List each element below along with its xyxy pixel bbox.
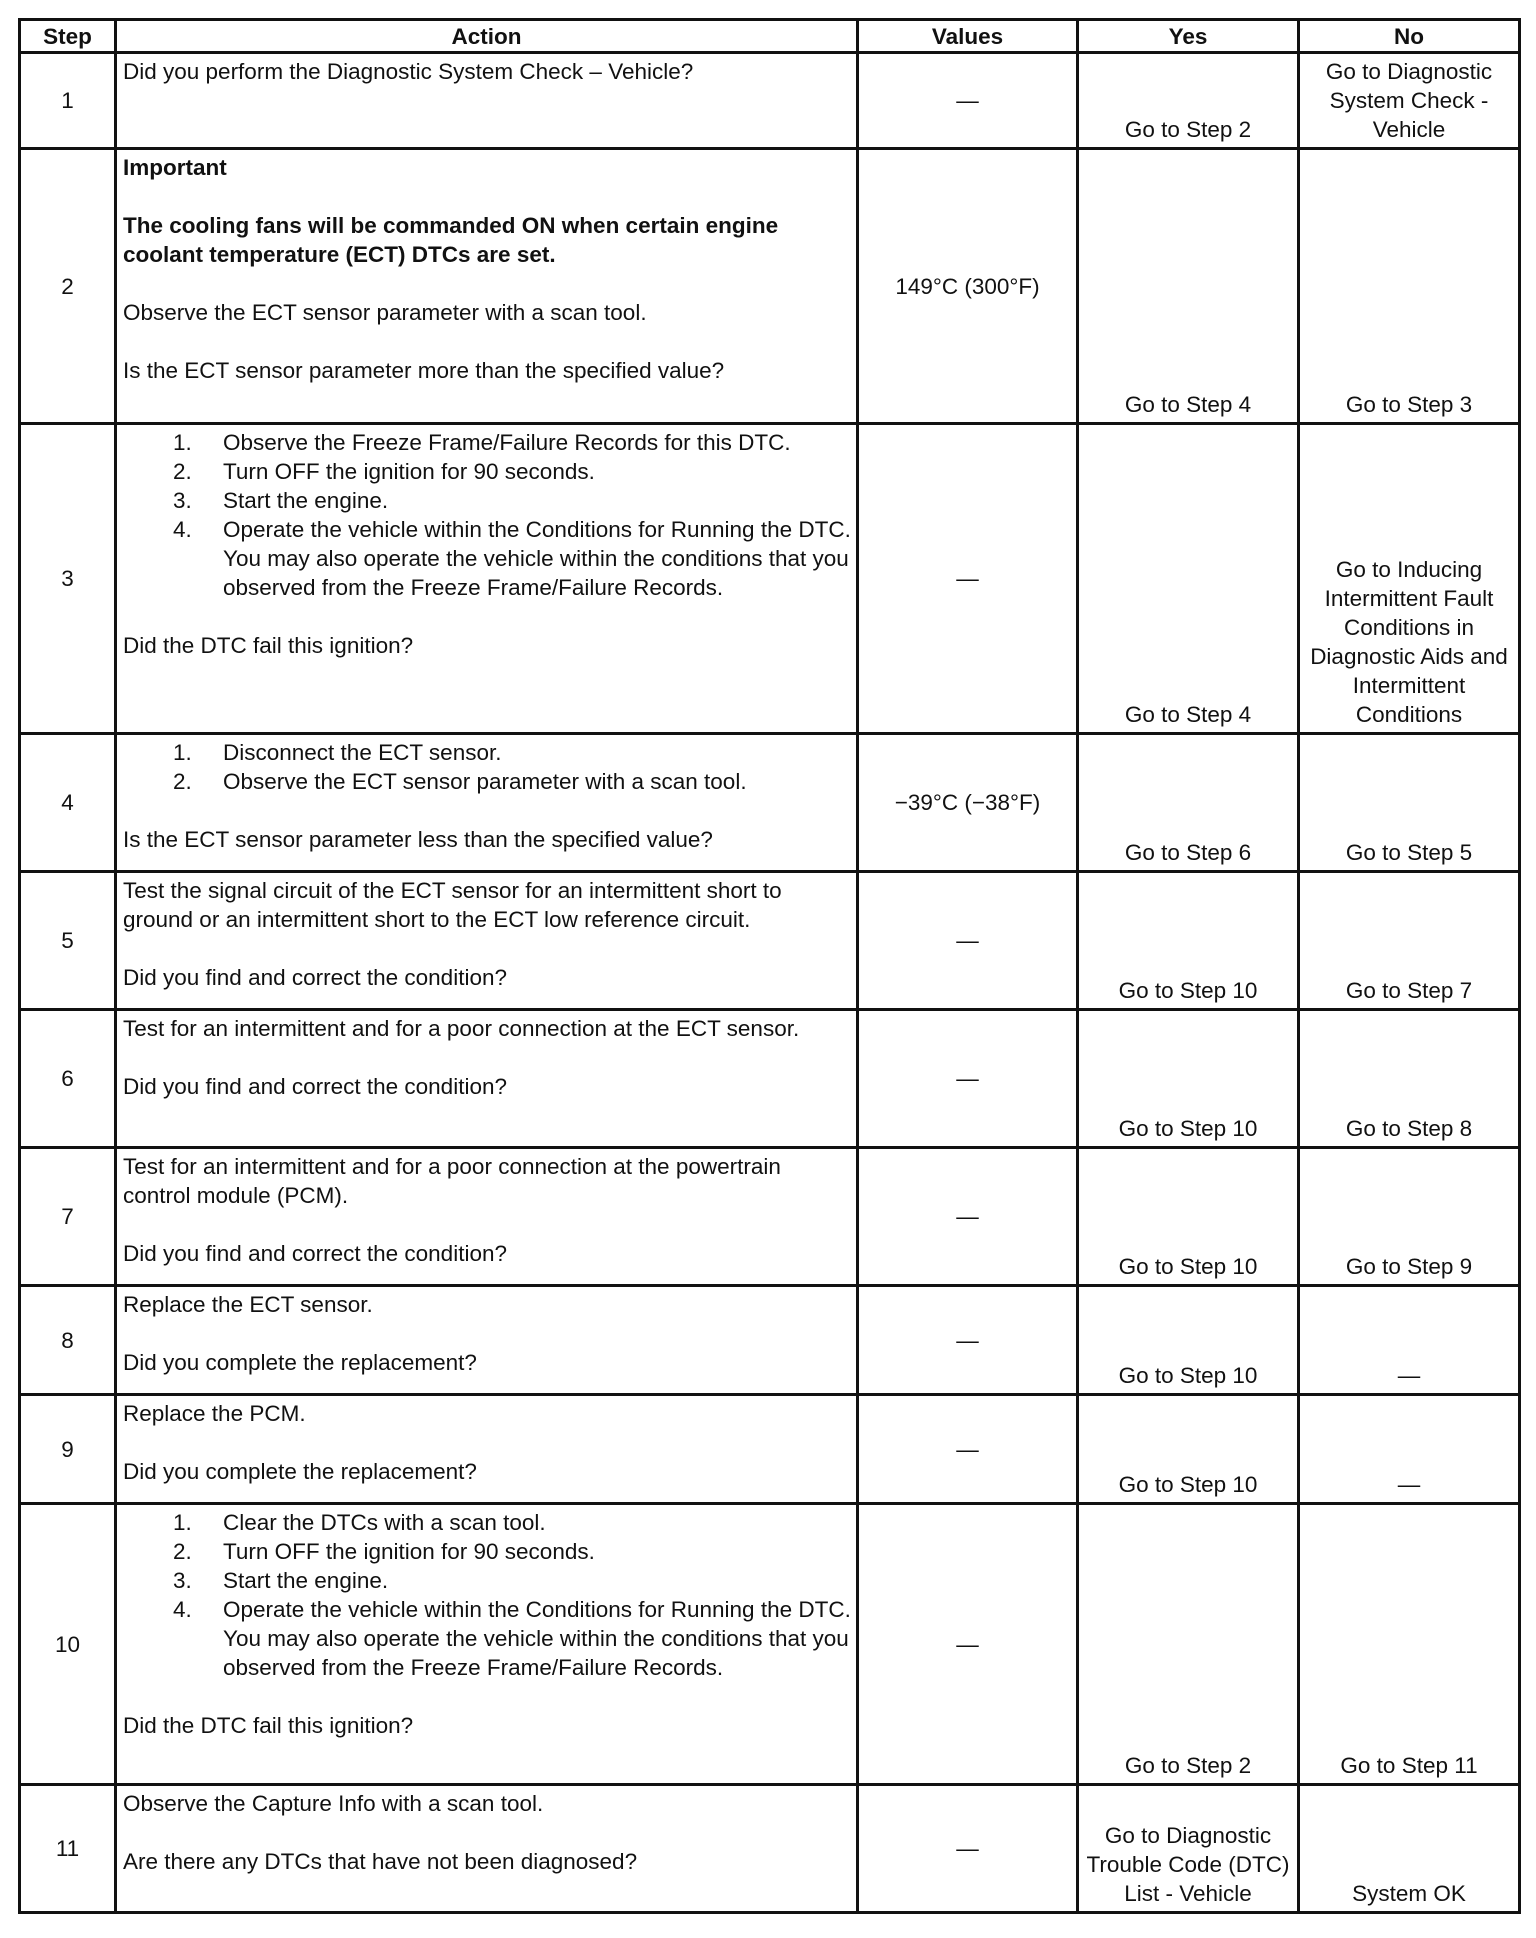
value-cell: —	[858, 53, 1078, 149]
step-number: 2	[20, 149, 116, 424]
step-number: 4	[20, 734, 116, 872]
no-cell: —	[1299, 1395, 1520, 1504]
action-cell	[116, 424, 858, 734]
yes-cell: Go to Diagnostic Trouble Code (DTC) List - Vehicle	[1078, 1785, 1299, 1913]
no-cell: Go to Step 7	[1299, 872, 1520, 1010]
header-yes: Yes	[1078, 20, 1299, 53]
action-cell	[116, 1504, 858, 1785]
action-cell	[116, 1785, 858, 1913]
table-row	[20, 1785, 1520, 1913]
action-text: Test the signal circuit of the ECT sensor for an intermittent short to ground or an intermittent short to the ECT low reference circuit.	[123, 878, 782, 932]
yes-cell: Go to Step 6	[1078, 734, 1299, 872]
action-question: Did you complete the replacement?	[123, 1459, 477, 1484]
list-item: Turn OFF the ignition for 90 seconds.	[223, 1539, 595, 1564]
action-list	[123, 428, 852, 602]
no-cell: Go to Step 3	[1299, 149, 1520, 424]
yes-cell: Go to Step 4	[1078, 149, 1299, 424]
action-text: Observe the Capture Info with a scan tool.	[123, 1791, 544, 1816]
list-item: Operate the vehicle within the Conditions for Running the DTC. You may also operate the vehicle within the conditions that you observed from the Freeze Frame/Failure Records.	[223, 517, 851, 600]
table-row	[20, 872, 1520, 1010]
value-cell: —	[858, 1395, 1078, 1504]
yes-cell: Go to Step 4	[1078, 424, 1299, 734]
action-cell	[116, 872, 858, 1010]
value-cell: —	[858, 424, 1078, 734]
list-item: Start the engine.	[223, 1568, 389, 1593]
yes-cell: Go to Step 2	[1078, 1504, 1299, 1785]
no-cell: Go to Diagnostic System Check - Vehicle	[1299, 53, 1520, 149]
yes-cell: Go to Step 10	[1078, 1395, 1299, 1504]
action-question: Did you find and correct the condition?	[123, 1074, 507, 1099]
action-question: Did you complete the replacement?	[123, 1350, 477, 1375]
action-cell	[116, 149, 858, 424]
step-number: 10	[20, 1504, 116, 1785]
table-row	[20, 1010, 1520, 1148]
value-cell: —	[858, 872, 1078, 1010]
yes-cell: Go to Step 10	[1078, 872, 1299, 1010]
no-cell: Go to Step 11	[1299, 1504, 1520, 1785]
yes-cell: Go to Step 2	[1078, 53, 1299, 149]
value-cell: —	[858, 1286, 1078, 1395]
step-number: 3	[20, 424, 116, 734]
list-item: Disconnect the ECT sensor.	[223, 740, 502, 765]
step-number: 1	[20, 53, 116, 149]
action-cell	[116, 53, 858, 149]
table-row	[20, 734, 1520, 872]
important-note: The cooling fans will be commanded ON when certain engine coolant temperature (ECT) DTCs are set.	[123, 213, 779, 267]
action-text: Did you perform the Diagnostic System Check – Vehicle?	[123, 59, 694, 84]
action-text: Test for an intermittent and for a poor connection at the powertrain control module (PCM).	[123, 1154, 781, 1208]
value-cell: 149°C (300°F)	[858, 149, 1078, 424]
value-cell: —	[858, 1148, 1078, 1286]
action-cell	[116, 1286, 858, 1395]
no-cell: Go to Inducing Intermittent Fault Conditions in Diagnostic Aids and Intermittent Conditions	[1299, 424, 1520, 734]
list-item: Observe the ECT sensor parameter with a scan tool.	[223, 769, 747, 794]
table-row	[20, 1148, 1520, 1286]
step-number: 11	[20, 1785, 116, 1913]
important-label: Important	[123, 155, 227, 180]
table-row	[20, 53, 1520, 149]
header-row	[20, 20, 1520, 53]
table-row	[20, 1286, 1520, 1395]
value-cell: —	[858, 1785, 1078, 1913]
step-number: 9	[20, 1395, 116, 1504]
list-item: Start the engine.	[223, 488, 389, 513]
action-text: Test for an intermittent and for a poor connection at the ECT sensor.	[123, 1016, 800, 1041]
action-cell	[116, 1148, 858, 1286]
value-cell: —	[858, 1504, 1078, 1785]
step-number: 6	[20, 1010, 116, 1148]
value-cell: −39°C (−38°F)	[858, 734, 1078, 872]
action-question: Did you find and correct the condition?	[123, 965, 507, 990]
table-row	[20, 1504, 1520, 1785]
step-number: 8	[20, 1286, 116, 1395]
list-item: Turn OFF the ignition for 90 seconds.	[223, 459, 595, 484]
table-row	[20, 1395, 1520, 1504]
action-question: Did the DTC fail this ignition?	[123, 1713, 414, 1738]
table-row	[20, 424, 1520, 734]
action-text: Observe the ECT sensor parameter with a scan tool.	[123, 300, 647, 325]
action-cell	[116, 734, 858, 872]
action-question: Are there any DTCs that have not been diagnosed?	[123, 1849, 638, 1874]
action-list	[123, 1508, 852, 1682]
action-question: Is the ECT sensor parameter more than the specified value?	[123, 358, 725, 383]
yes-cell: Go to Step 10	[1078, 1148, 1299, 1286]
header-step: Step	[20, 20, 116, 53]
action-text: Replace the ECT sensor.	[123, 1292, 373, 1317]
action-question: Did you find and correct the condition?	[123, 1241, 507, 1266]
yes-cell: Go to Step 10	[1078, 1010, 1299, 1148]
header-values: Values	[858, 20, 1078, 53]
value-cell: —	[858, 1010, 1078, 1148]
action-list	[123, 738, 852, 796]
header-no: No	[1299, 20, 1520, 53]
list-item: Clear the DTCs with a scan tool.	[223, 1510, 546, 1535]
step-number: 7	[20, 1148, 116, 1286]
action-cell	[116, 1010, 858, 1148]
action-question: Is the ECT sensor parameter less than the specified value?	[123, 827, 713, 852]
no-cell: System OK	[1299, 1785, 1520, 1913]
diagnostic-table	[18, 18, 1521, 1914]
action-cell	[116, 1395, 858, 1504]
list-item: Observe the Freeze Frame/Failure Records for this DTC.	[223, 430, 791, 455]
no-cell: —	[1299, 1286, 1520, 1395]
action-text: Replace the PCM.	[123, 1401, 306, 1426]
no-cell: Go to Step 9	[1299, 1148, 1520, 1286]
no-cell: Go to Step 8	[1299, 1010, 1520, 1148]
no-cell: Go to Step 5	[1299, 734, 1520, 872]
table-row	[20, 149, 1520, 424]
step-number: 5	[20, 872, 116, 1010]
yes-cell: Go to Step 10	[1078, 1286, 1299, 1395]
header-action: Action	[116, 20, 858, 53]
action-question: Did the DTC fail this ignition?	[123, 633, 414, 658]
list-item: Operate the vehicle within the Conditions for Running the DTC. You may also operate the vehicle within the conditions that you observed from the Freeze Frame/Failure Records.	[223, 1597, 851, 1680]
